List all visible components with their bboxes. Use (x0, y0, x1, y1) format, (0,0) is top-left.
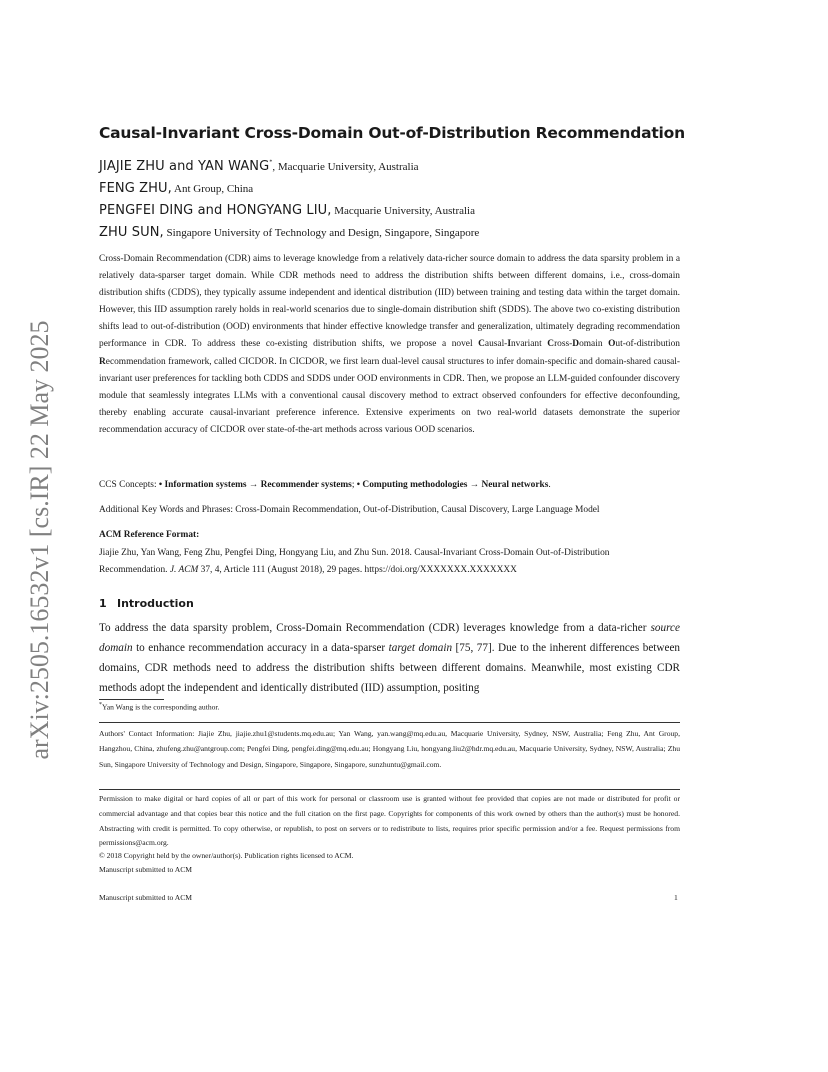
intro-text: To address the data sparsity problem, Cross-Domain Recommendation (CDR) leverages knowledge from a data-richer (99, 622, 651, 634)
acm-reference-heading: ACM Reference Format: (99, 530, 200, 540)
permission-notice: Permission to make digital or hard copies of all or part of this work for personal or classroom use is granted without fee provided that copies are not made or distributed for profit or commercial advantage and that copies bear this notice and the full citation on the first page. Copyrights for components of this work owned by others than the author(s) must be honored. Abstracting with credit is permitted. To copy otherwise, or republish, to post on servers or to redistribute to lists, requires prior specific permission and/or a fee. Request permissions from permissions@acm.org. (99, 794, 680, 848)
author-line-1 (99, 157, 719, 175)
section-title: Introduction (117, 597, 194, 610)
footnote-text: Yan Wang is the corresponding author. (102, 702, 220, 712)
copyright-line: © 2018 Copyright held by the owner/author(s). Publication rights licensed to ACM. (99, 851, 354, 860)
acm-reference (99, 545, 680, 579)
acronym-letter: R (99, 356, 106, 367)
arxiv-stamp (20, 300, 60, 780)
acronym-rest: ausal- (484, 339, 508, 350)
acronym-letter: I (507, 339, 511, 350)
author-line-2 (99, 179, 719, 197)
corresponding-mark: * (269, 159, 273, 166)
author-names: ZHU SUN, (99, 225, 164, 240)
permission-rule (99, 789, 680, 790)
manuscript-note: Manuscript submitted to ACM (99, 864, 193, 874)
acronym-rest: ross- (554, 339, 573, 350)
author-names: JIAJIE ZHU and YAN WANG (99, 159, 270, 174)
acronym-rest: nvariant (510, 339, 548, 350)
arxiv-stamp-text: arXiv:2505.16532v1 [cs.IR] 22 May 2025 (25, 320, 54, 760)
author-names: FENG ZHU, (99, 181, 172, 196)
author-affiliation: Macquarie University, Australia (331, 205, 475, 217)
acronym-letter: C (547, 339, 555, 350)
acronym-rest: omain (579, 339, 609, 350)
intro-emphasis: target domain (388, 642, 453, 654)
footnote (99, 702, 219, 712)
abstract-text: framework, called CICDOR. In CICDOR, we first learn dual-level causal structures to infer domain-specific and domain-shared causal-invariant user preferences for tackling both CDDS and SDDS under OOD environments in CDR. Then, we propose an LLM-guided confounder discovery module that seamlessly integrates LLMs with a conventional causal discovery method to extract observed confounders for effective deconfounding, thereby enabling accurate causal-invariant preference inference. Extensive experiments on two real-world datasets demonstrate the superior recommendation accuracy of CICDOR over state-of-the-art methods across various OOD scenarios. (99, 356, 680, 435)
acm-reference-text: 37, 4, Article 111 (August 2018), 29 pages. https://doi.org/XXXXXXX.XXXXXXX (198, 565, 517, 575)
journal-name: J. ACM (169, 565, 199, 575)
ccs-item: • Information systems → Recommender systems (158, 480, 352, 490)
ccs-label: CCS Concepts: (99, 480, 159, 490)
keywords: Additional Key Words and Phrases: Cross-Domain Recommendation, Out-of-Distribution, Causal Discovery, Large Language Model (99, 505, 600, 515)
author-affiliation: , Macquarie University, Australia (272, 161, 419, 173)
author-line-3 (99, 201, 719, 219)
ccs-concepts (99, 480, 689, 490)
section-number: 1 (99, 597, 107, 610)
intro-text: [75, 77]. Due to the inherent differences between domains, CDR methods need to address the distribution shifts between different domains. Meanwhile, most existing CDR methods adopt the independent and identically distributed (IID) assumption, positing (99, 642, 680, 694)
acronym-rest: ecommendation (105, 356, 166, 367)
contact-rule (99, 722, 680, 723)
author-affiliation: Singapore University of Technology and Design, Singapore, Singapore (163, 227, 480, 239)
author-line-4 (99, 223, 719, 241)
page-number: 1 (674, 893, 678, 902)
acm-reference-text: Jiajie Zhu, Yan Wang, Feng Zhu, Pengfei Ding, Hongyang Liu, and Zhu Sun. 2018. Causal-Invariant Cross-Domain Out-of-Distribution Recommendation. (99, 548, 610, 575)
author-names: PENGFEI DING and HONGYANG LIU, (99, 203, 332, 218)
abstract (99, 251, 680, 439)
intro-emphasis: source domain (99, 622, 680, 654)
ccs-item: • Computing methodologies → Neural networks (356, 480, 549, 490)
acronym-letter: O (608, 339, 616, 350)
footer-left: Manuscript submitted to ACM (99, 893, 193, 902)
copyright-block (99, 849, 353, 876)
footnote-mark: * (99, 702, 102, 708)
ccs-separator: ; (351, 480, 357, 490)
acronym-letter: D (572, 339, 580, 350)
authors-contact: Authors' Contact Information: Jiajie Zhu, jiajie.zhu1@students.mq.edu.au; Yan Wang, yan.wang@mq.edu.au, Macquarie University, Sydney, NSW, Australia; Feng Zhu, Ant Group, Hangzhou, China, zhufeng.zhu@antgroup.com; Pengfei Ding, pengfei.ding@mq.edu.au; Hongyang Liu, hongyang.liu2@hdr.mq.edu.au, Macquarie University, Sydney, NSW, Australia; Zhu Sun, Singapore University of Technology and Design, Singapore, Singapore, Singapore, sunzhuntu@gmail.com. (99, 729, 680, 769)
author-affiliation: Ant Group, China (171, 183, 254, 195)
ccs-end: . (548, 480, 551, 490)
section-heading (99, 597, 194, 610)
intro-text: to enhance recommendation accuracy in a data-sparser (132, 642, 389, 654)
acronym-letter: C (478, 339, 485, 350)
intro-paragraph (99, 618, 680, 698)
abstract-text: Cross-Domain Recommendation (CDR) aims to leverage knowledge from a relatively data-richer source domain to address the data sparsity problem in a relatively data-sparser target domain. While CDR methods need to address the distribution shifts between different domains, i.e., cross-domain distribution shifts (CDDS), they typically assume independent and identical distribution (IID) between training and testing data within the target domain. However, this IID assumption rarely holds in real-world scenarios due to single-domain distribution shift (SDDS). The above two co-existing distribution shifts lead to out-of-distribution (OOD) environments that hinder effective knowledge transfer and generalization, ultimately degrading recommendation performance in CDR. To address these co-existing distribution shifts, we propose a novel (99, 254, 680, 350)
paper-title: Causal-Invariant Cross-Domain Out-of-Distribution Recommendation (99, 124, 685, 142)
acronym-rest: ut-of-distribution (615, 339, 680, 350)
footnote-rule (99, 699, 164, 700)
